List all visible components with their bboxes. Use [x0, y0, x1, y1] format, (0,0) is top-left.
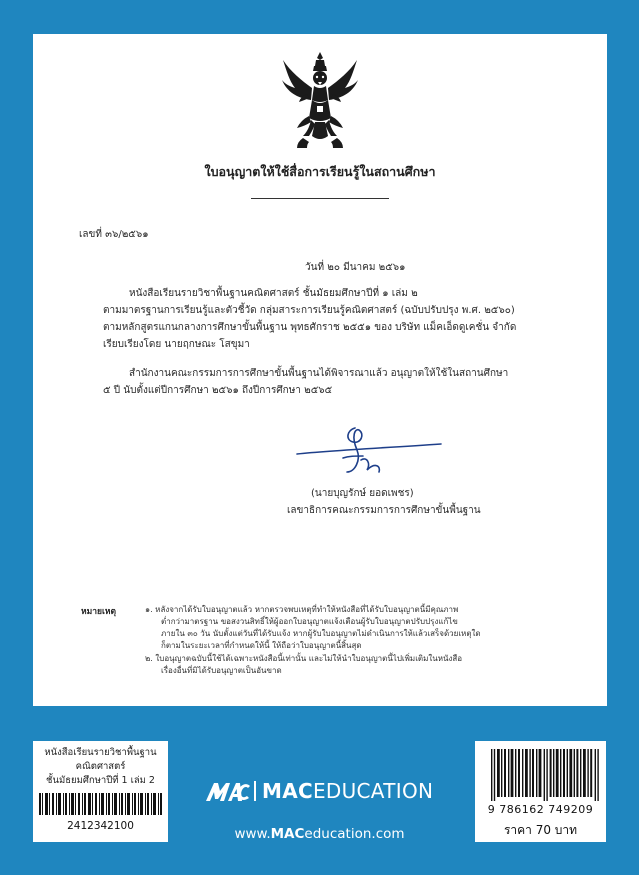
brand-name-rest: EDUCATION [312, 779, 434, 803]
notes-label: หมายเหตุ [81, 607, 116, 617]
url-prefix: www. [234, 826, 271, 842]
book-subject-line: หนังสือเรียนรายวิชาพื้นฐาน [44, 747, 157, 758]
document-date: วันที่ ๒๐ มีนาคม ๒๕๖๑ [305, 262, 406, 273]
note-line-3: ภายใน ๓๐ วัน นับตั้งแต่วันที่ได้รับแจ้ง หากผู้รับใบอนุญาตไม่ดำเนินการให้แล้วเสร็จด้วยเหตุใด [161, 629, 481, 638]
document-number: เลขที่ ๓๖/๒๕๖๑ [79, 229, 149, 240]
note-line-6: เรื่องอื่นที่มิได้รับอนุญาตเป็นอันขาด [161, 666, 282, 675]
mac-logo-icon [206, 781, 250, 801]
url-suffix: education.com [304, 826, 405, 842]
price-label: ราคา 70 บาท [503, 823, 578, 837]
license-document [33, 34, 607, 706]
body-line-4: เรียบเรียงโดย นายฤกษณะ โสขุมา [103, 339, 250, 350]
brand-separator [254, 781, 256, 801]
isbn-barcode [491, 749, 599, 801]
document-title: ใบอนุญาตให้ใช้สื่อการเรียนรู้ในสถานศึกษา [204, 164, 436, 179]
body-line-5: สำนักงานคณะกรรมการการศึกษาขั้นพื้นฐานได้พิจารณาแล้ว อนุญาตให้ใช้ในสถานศึกษา [129, 368, 509, 379]
book-title-line: คณิตศาสตร์ [75, 761, 126, 772]
body-line-3: ตามหลักสูตรแกนกลางการศึกษาขั้นพื้นฐาน พุทธศักราช ๒๕๕๑ ของ บริษัท แม็คเอ็ดดูเคชั่น จำกัด [103, 322, 517, 333]
body-line-2: ตามมาตรฐานการเรียนรู้และตัวชี้วัด กลุ่มสาระการเรียนรู้คณิตศาสตร์ (ฉบับปรับปรุง พ.ศ. ๒๕๖๐) [103, 305, 515, 316]
signature [295, 420, 443, 478]
brand-name-bold: MAC [262, 779, 313, 803]
url-bold: MAC [270, 826, 305, 842]
book-code: 2412342100 [67, 820, 134, 832]
garuda-emblem [281, 50, 359, 150]
book-code-barcode [37, 793, 164, 815]
note-line-1: ๑. หลังจากได้รับใบอนุญาตแล้ว หากตรวจพบเหตุที่ทำให้หนังสือที่ได้รับใบอนุญาตนี้มีคุณภาพ [145, 605, 459, 614]
isbn-barcode-box [475, 741, 606, 842]
signatory-title: เลขาธิการคณะกรรมการการศึกษาขั้นพื้นฐาน [287, 505, 481, 516]
note-line-2: ต่ำกว่ามาตรฐาน ขอสงวนสิทธิ์ให้ผู้ออกใบอนุญาตแจ้งเตือนผู้รับใบอนุญาตปรับปรุงแก้ไข [161, 617, 458, 626]
signatory-name: (นายบุญรักษ์ ยอดเพชร) [311, 488, 414, 499]
title-underline [251, 198, 389, 199]
book-level-line: ชั้นมัธยมศึกษาปีที่ 1 เล่ม 2 [46, 775, 155, 786]
brand-name [262, 778, 433, 804]
body-line-6: ๕ ปี นับตั้งแต่ปีการศึกษา ๒๕๖๑ ถึงปีการศึกษา ๒๕๖๕ [103, 385, 333, 396]
note-line-5: ๒. ใบอนุญาตฉบับนี้ใช้ได้เฉพาะหนังสือนี้เท่านั้น และไม่ให้นำใบอนุญาตนี้ไปเพิ่มเติมในหนังสือ [145, 654, 463, 663]
isbn-number: 9 786162 749209 [487, 803, 594, 816]
note-line-4: ก็ตามในระยะเวลาที่กำหนดให้นี้ ให้ถือว่าใบอนุญาตนี้สิ้นสุด [161, 641, 362, 650]
body-line-1: หนังสือเรียนรายวิชาพื้นฐานคณิตศาสตร์ ชั้นมัธยมศึกษาปีที่ ๑ เล่ม ๒ [129, 288, 418, 299]
